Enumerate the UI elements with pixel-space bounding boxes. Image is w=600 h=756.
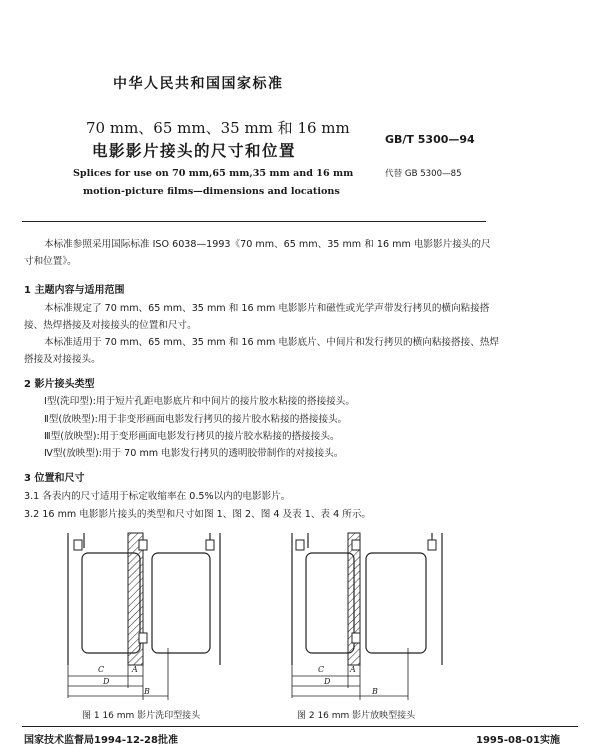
title-line-1: 70 mm、65 mm、35 mm 和 16 mm (86, 119, 350, 137)
english-title-line-1: Splices for use on 70 mm,65 mm,35 mm and 16 mm (73, 168, 354, 179)
section-1-heading: 1 主题内容与适用范围 (24, 285, 125, 296)
approval-date: 国家技术监督局1994-12-28批准 (24, 735, 178, 746)
dim-label-d: D (103, 677, 110, 686)
figure-2-caption: 图 2 16 mm 影片放映型接头 (297, 711, 416, 721)
dim-label-d: D (324, 677, 331, 686)
film-strip (292, 533, 442, 665)
section-1-paragraph-1: 本标准规定了 70 mm、65 mm、35 mm 和 16 mm 电影影片和磁性或光学声带发行拷贝的横向粘接搭接、热焊搭接及对接接头的位置和尺寸。 (24, 303, 490, 331)
figure-1-drawing (58, 528, 240, 708)
splice-type-2: Ⅱ型(放映型):用于非变形画面电影发行拷贝的接片胶水粘接的搭接接头。 (44, 414, 348, 425)
intro-paragraph: 本标准参照采用国际标准 ISO 6038—1993《70 mm、65 mm、35 mm 和 16 mm 电影影片接头的尺寸和位置》。 (24, 239, 491, 267)
splice-type-3: Ⅲ型(放映型):用于变形画面电影发行拷贝的接片胶水粘接的搭接接头。 (44, 431, 340, 442)
figure-2-drawing (282, 528, 464, 708)
splice-type-1: Ⅰ型(洗印型):用于短片孔距电影底片和中间片的接片胶水粘接的搭接接头。 (44, 396, 355, 407)
replaces-note: 代替 GB 5300—85 (385, 169, 462, 179)
splice-overlap-hatch (128, 533, 143, 665)
dim-label-a: A (350, 665, 356, 674)
header-rule (22, 221, 486, 222)
perforations (74, 540, 214, 643)
dim-label-b: B (372, 687, 378, 696)
footer-rule (22, 726, 578, 727)
standard-org-title: 中华人民共和国国家标准 (113, 76, 284, 92)
dim-label-c: C (98, 665, 105, 674)
section-3-heading: 3 位置和尺寸 (24, 473, 85, 484)
figure-1-caption: 图 1 16 mm 影片洗印型接头 (82, 711, 201, 721)
dimension-lines (68, 648, 168, 700)
english-title-line-2: motion-picture films—dimensions and locations (83, 186, 340, 197)
splice-type-4: Ⅳ型(放映型):用于 70 mm 电影发行拷贝的透明胶带制作的对接接头。 (44, 448, 344, 459)
splice-overlap-hatch (348, 533, 360, 665)
clause-3-2: 3.2 16 mm 电影影片接头的类型和尺寸如图 1、图 2、图 4 及表 1、表 4 所示。 (24, 509, 372, 520)
section-2-heading: 2 影片接头类型 (24, 379, 95, 390)
title-line-2: 电影影片接头的尺寸和位置 (92, 142, 297, 160)
film-strip (68, 533, 220, 665)
dim-label-b: B (144, 687, 150, 696)
standard-number: GB/T 5300—94 (385, 133, 475, 146)
dim-label-a: A (132, 665, 138, 674)
dim-label-c: C (318, 665, 325, 674)
implementation-date: 1995-08-01实施 (476, 735, 560, 746)
clause-3-1: 3.1 各表内的尺寸适用于标定收缩率在 0.5%以内的电影影片。 (24, 491, 291, 502)
section-1-paragraph-2: 本标准适用于 70 mm、65 mm、35 mm 和 16 mm 电影底片、中间片和发行拷贝的横向粘接搭接、热焊搭接及对接接头。 (24, 337, 499, 365)
